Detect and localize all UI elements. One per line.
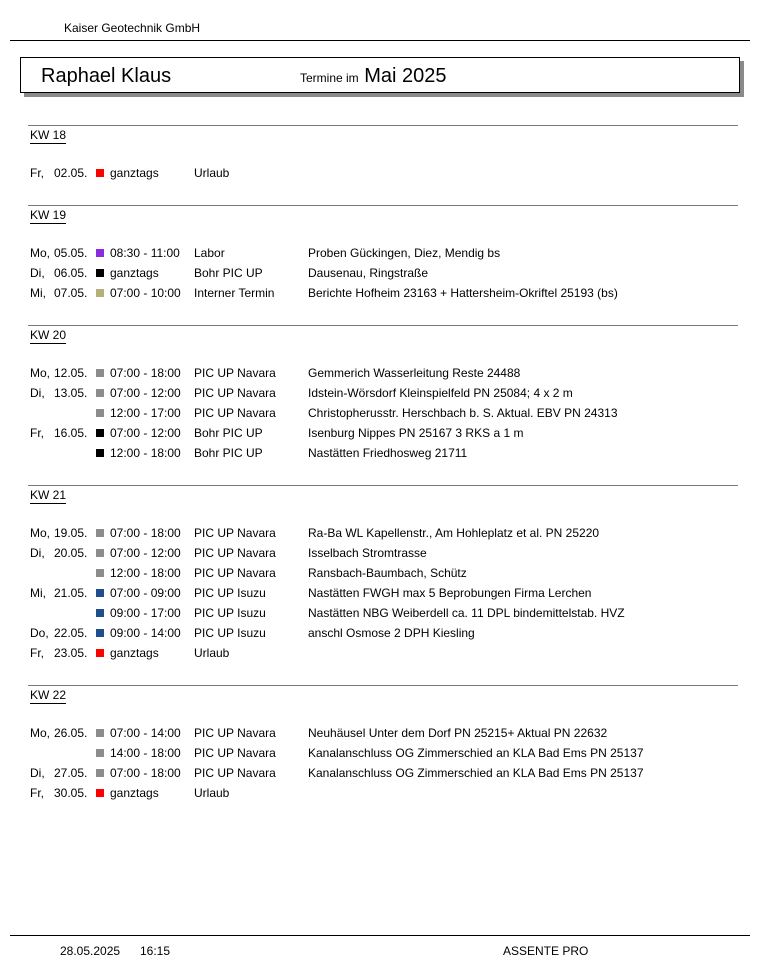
appointment-row bbox=[0, 366, 780, 386]
footer-divider bbox=[10, 935, 750, 936]
weekday: Mo, bbox=[30, 726, 51, 740]
category-color-marker bbox=[96, 289, 104, 297]
description: Proben Gückingen, Diez, Mendig bs bbox=[308, 246, 501, 260]
category-color-marker bbox=[96, 609, 104, 617]
appointment-row bbox=[0, 726, 780, 746]
appointment-row bbox=[0, 746, 780, 766]
appointment-row bbox=[0, 626, 780, 646]
time-range: 07:00 - 09:00 bbox=[110, 586, 181, 600]
time-range: 07:00 - 18:00 bbox=[110, 366, 181, 380]
weekday: Mo, bbox=[30, 246, 51, 260]
time-range: 07:00 - 12:00 bbox=[110, 546, 181, 560]
date: 16.05. bbox=[54, 426, 88, 440]
app-name: ASSENTE PRO bbox=[503, 944, 589, 958]
description: Nastätten NBG Weiberdell ca. 11 DPL bindemittelstab. HVZ bbox=[308, 606, 625, 620]
weekday: Di, bbox=[30, 766, 45, 780]
weekday: Fr, bbox=[30, 646, 44, 660]
category-color-marker bbox=[96, 569, 104, 577]
appointment-row bbox=[0, 386, 780, 406]
weekday: Di, bbox=[30, 266, 45, 280]
time-range: 07:00 - 18:00 bbox=[110, 766, 181, 780]
date: 23.05. bbox=[54, 646, 88, 660]
appointment-row bbox=[0, 766, 780, 786]
time-range: 09:00 - 17:00 bbox=[110, 606, 181, 620]
date: 26.05. bbox=[54, 726, 88, 740]
category: Bohr PIC UP bbox=[194, 426, 263, 440]
category: PIC UP Isuzu bbox=[194, 606, 266, 620]
category: PIC UP Navara bbox=[194, 366, 276, 380]
category: Urlaub bbox=[194, 166, 230, 180]
date: 20.05. bbox=[54, 546, 88, 560]
appointment-row bbox=[0, 546, 780, 566]
header-divider bbox=[10, 40, 750, 41]
week-label: KW 19 bbox=[30, 208, 67, 222]
appointment-row bbox=[0, 646, 780, 666]
time-range: 12:00 - 17:00 bbox=[110, 406, 181, 420]
category-color-marker bbox=[96, 389, 104, 397]
description: Berichte Hofheim 23163 + Hattersheim-Okriftel 25193 (bs) bbox=[308, 286, 618, 300]
week-divider bbox=[28, 485, 738, 486]
category-color-marker bbox=[96, 729, 104, 737]
time-range: 07:00 - 12:00 bbox=[110, 386, 181, 400]
appointment-row bbox=[0, 446, 780, 466]
title-box bbox=[20, 57, 740, 93]
date: 21.05. bbox=[54, 586, 88, 600]
category: Bohr PIC UP bbox=[194, 266, 263, 280]
appointment-row bbox=[0, 566, 780, 586]
print-date: 28.05.2025 bbox=[60, 944, 121, 958]
description: Ransbach-Baumbach, Schütz bbox=[308, 566, 467, 580]
weekday: Fr, bbox=[30, 786, 44, 800]
description: Christopherusstr. Herschbach b. S. Aktual. EBV PN 24313 bbox=[308, 406, 618, 420]
date: 19.05. bbox=[54, 526, 88, 540]
category-color-marker bbox=[96, 169, 104, 177]
category-color-marker bbox=[96, 429, 104, 437]
weekday: Mo, bbox=[30, 366, 51, 380]
description: Gemmerich Wasserleitung Reste 24488 bbox=[308, 366, 521, 380]
category: PIC UP Navara bbox=[194, 526, 276, 540]
appointment-row bbox=[0, 586, 780, 606]
date: 07.05. bbox=[54, 286, 88, 300]
date: 22.05. bbox=[54, 626, 88, 640]
description: Idstein-Wörsdorf Kleinspielfeld PN 25084; 4 x 2 m bbox=[308, 386, 573, 400]
time-range: 07:00 - 18:00 bbox=[110, 526, 181, 540]
category-color-marker bbox=[96, 529, 104, 537]
category-color-marker bbox=[96, 269, 104, 277]
week-label: KW 20 bbox=[30, 328, 67, 342]
category: PIC UP Navara bbox=[194, 746, 276, 760]
category: PIC UP Navara bbox=[194, 766, 276, 780]
description: Nastätten FWGH max 5 Beprobungen Firma Lerchen bbox=[308, 586, 592, 600]
date: 30.05. bbox=[54, 786, 88, 800]
category-color-marker bbox=[96, 409, 104, 417]
description: Kanalanschluss OG Zimmerschied an KLA Bad Ems PN 25137 bbox=[308, 766, 644, 780]
category-color-marker bbox=[96, 449, 104, 457]
weekday: Fr, bbox=[30, 426, 44, 440]
category-color-marker bbox=[96, 629, 104, 637]
time-range: 12:00 - 18:00 bbox=[110, 446, 181, 460]
appointment-row bbox=[0, 426, 780, 446]
category: Bohr PIC UP bbox=[194, 446, 263, 460]
time-range: ganztags bbox=[110, 786, 159, 800]
category-color-marker bbox=[96, 649, 104, 657]
description: anschl Osmose 2 DPH Kiesling bbox=[308, 626, 475, 640]
time-range: 12:00 - 18:00 bbox=[110, 566, 181, 580]
termine-label: Termine im bbox=[300, 71, 359, 85]
appointment-row bbox=[0, 286, 780, 306]
date: 06.05. bbox=[54, 266, 88, 280]
category-color-marker bbox=[96, 589, 104, 597]
date: 02.05. bbox=[54, 166, 88, 180]
weekday: Mo, bbox=[30, 526, 51, 540]
description: Neuhäusel Unter dem Dorf PN 25215+ Aktual PN 22632 bbox=[308, 726, 608, 740]
appointment-row bbox=[0, 266, 780, 286]
category: PIC UP Isuzu bbox=[194, 586, 266, 600]
category: PIC UP Navara bbox=[194, 566, 276, 580]
appointment-row bbox=[0, 166, 780, 186]
category: Interner Termin bbox=[194, 286, 275, 300]
description: Isenburg Nippes PN 25167 3 RKS a 1 m bbox=[308, 426, 524, 440]
time-range: 07:00 - 12:00 bbox=[110, 426, 181, 440]
description: Ra-Ba WL Kapellenstr., Am Hohleplatz et al. PN 25220 bbox=[308, 526, 600, 540]
print-time: 16:15 bbox=[140, 944, 171, 958]
weekday: Di, bbox=[30, 546, 45, 560]
appointment-row bbox=[0, 786, 780, 806]
date: 05.05. bbox=[54, 246, 88, 260]
category: PIC UP Navara bbox=[194, 546, 276, 560]
category-color-marker bbox=[96, 249, 104, 257]
category: PIC UP Navara bbox=[194, 386, 276, 400]
category: Urlaub bbox=[194, 646, 230, 660]
weekday: Do, bbox=[30, 626, 49, 640]
category-color-marker bbox=[96, 749, 104, 757]
description: Isselbach Stromtrasse bbox=[308, 546, 427, 560]
time-range: 14:00 - 18:00 bbox=[110, 746, 181, 760]
report-period bbox=[300, 65, 447, 88]
week-label: KW 22 bbox=[30, 688, 67, 702]
week-label: KW 18 bbox=[30, 128, 67, 142]
category: PIC UP Navara bbox=[194, 406, 276, 420]
category: PIC UP Navara bbox=[194, 726, 276, 740]
weekday: Mi, bbox=[30, 586, 46, 600]
category-color-marker bbox=[96, 769, 104, 777]
month-label: Mai 2025 bbox=[364, 65, 447, 87]
appointment-row bbox=[0, 246, 780, 266]
appointment-row bbox=[0, 406, 780, 426]
category-color-marker bbox=[96, 789, 104, 797]
category: Urlaub bbox=[194, 786, 230, 800]
week-label: KW 21 bbox=[30, 488, 67, 502]
category: PIC UP Isuzu bbox=[194, 626, 266, 640]
company-name: Kaiser Geotechnik GmbH bbox=[64, 21, 201, 35]
date: 12.05. bbox=[54, 366, 88, 380]
time-range: ganztags bbox=[110, 166, 159, 180]
week-divider bbox=[28, 325, 738, 326]
description: Dausenau, Ringstraße bbox=[308, 266, 429, 280]
weekday: Di, bbox=[30, 386, 45, 400]
week-divider bbox=[28, 125, 738, 126]
category-color-marker bbox=[96, 369, 104, 377]
weekday: Fr, bbox=[30, 166, 44, 180]
time-range: 07:00 - 14:00 bbox=[110, 726, 181, 740]
date: 13.05. bbox=[54, 386, 88, 400]
category: Labor bbox=[194, 246, 225, 260]
date: 27.05. bbox=[54, 766, 88, 780]
time-range: 09:00 - 14:00 bbox=[110, 626, 181, 640]
person-name: Raphael Klaus bbox=[41, 65, 172, 87]
week-divider bbox=[28, 685, 738, 686]
time-range: ganztags bbox=[110, 646, 159, 660]
appointment-row bbox=[0, 526, 780, 546]
time-range: 07:00 - 10:00 bbox=[110, 286, 181, 300]
weekday: Mi, bbox=[30, 286, 46, 300]
description: Nastätten Friedhosweg 21711 bbox=[308, 446, 468, 460]
time-range: 08:30 - 11:00 bbox=[110, 246, 180, 260]
appointment-row bbox=[0, 606, 780, 626]
description: Kanalanschluss OG Zimmerschied an KLA Bad Ems PN 25137 bbox=[308, 746, 644, 760]
category-color-marker bbox=[96, 549, 104, 557]
time-range: ganztags bbox=[110, 266, 159, 280]
week-divider bbox=[28, 205, 738, 206]
